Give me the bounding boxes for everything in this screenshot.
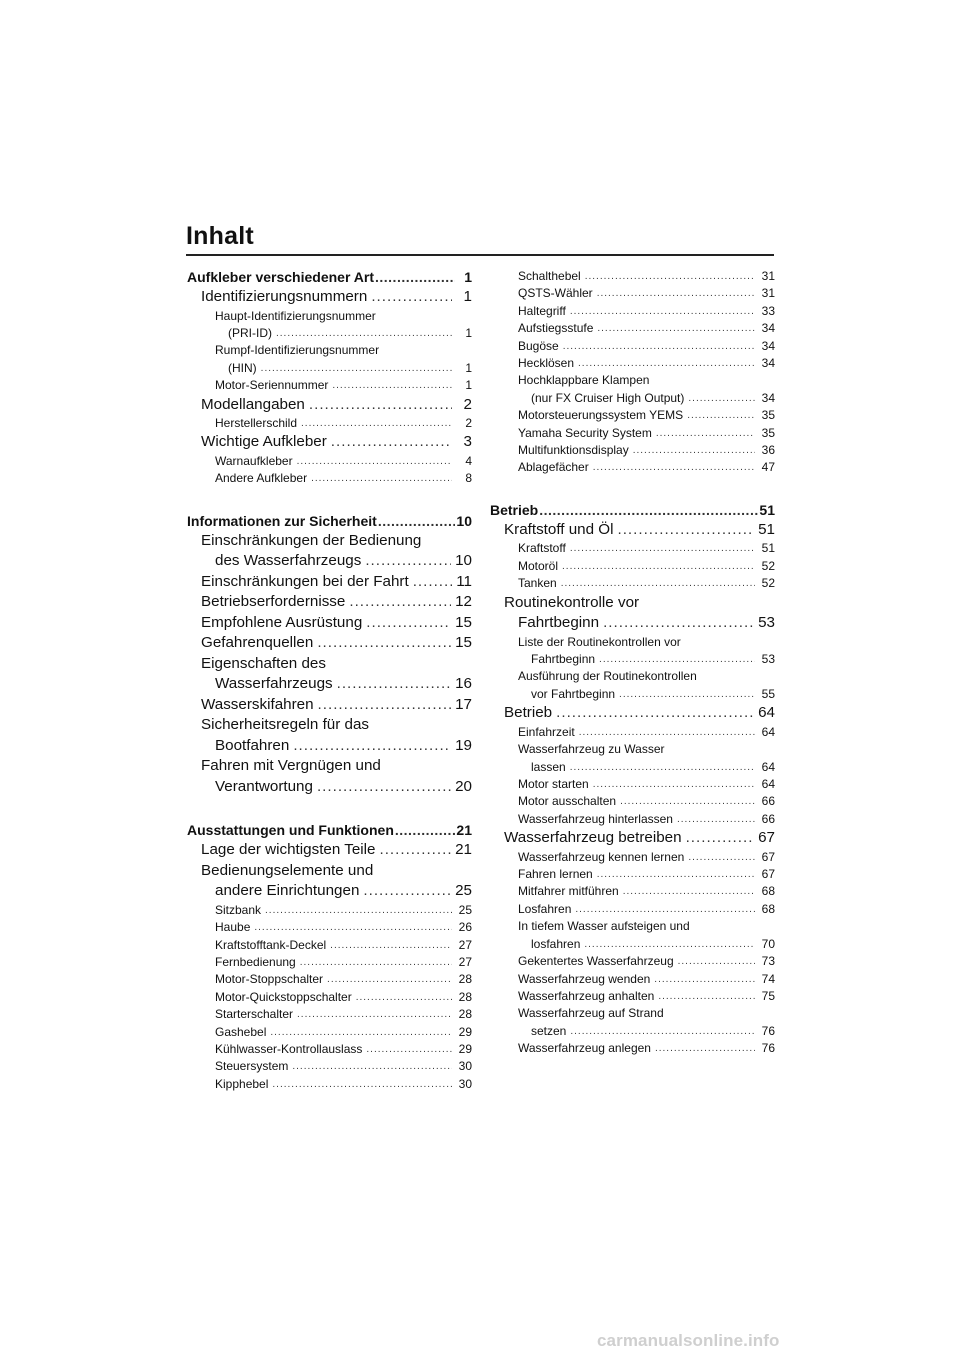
toc-subentry[interactable]: Kraftstoff ..... 51 <box>490 540 775 557</box>
toc-subentry[interactable]: Fernbedienung ..... 27 <box>187 954 472 971</box>
toc-entry[interactable]: Einschränkungen bei der Fahrt ..... 11 <box>187 572 472 593</box>
toc-subentry[interactable]: Haube ..... 26 <box>187 919 472 936</box>
toc-subentry[interactable]: Motorsteuerungssystem YEMS ..... 35 <box>490 407 775 424</box>
toc-subentry[interactable]: Warnaufkleber ..... 4 <box>187 453 472 470</box>
toc-subentry[interactable]: Sitzbank ..... 25 <box>187 902 472 919</box>
toc-subentry[interactable]: Motor starten ..... 64 <box>490 776 775 793</box>
toc-subentry[interactable]: (PRI-ID) ..... 1 <box>187 325 472 342</box>
toc-subentry[interactable]: Andere Aufkleber ..... 8 <box>187 470 472 487</box>
toc-subentry[interactable]: Motor-Quickstoppschalter ..... 28 <box>187 989 472 1006</box>
toc-subentry[interactable]: Fahrtbeginn ..... 53 <box>490 651 775 668</box>
toc-entry[interactable]: andere Einrichtungen ..... 25 <box>187 881 472 902</box>
toc-subentry[interactable]: Wasserfahrzeug anhalten ..... 75 <box>490 988 775 1005</box>
toc-subentry[interactable]: (HIN) ..... 1 <box>187 360 472 377</box>
toc-subentry[interactable]: Haltegriff ..... 33 <box>490 303 775 320</box>
toc-subentry[interactable]: Kühlwasser-Kontrollauslass ..... 29 <box>187 1041 472 1058</box>
toc-entry[interactable]: des Wasserfahrzeugs ..... 10 <box>187 551 472 572</box>
toc-entry[interactable]: Modellangaben ..... 2 <box>187 395 472 416</box>
watermark: carmanualsonline.info <box>597 1331 780 1350</box>
toc-subentry-line[interactable]: Wasserfahrzeug auf Strand <box>518 1006 664 1021</box>
toc-section[interactable]: Ausstattungen und Funktionen ..... 21 <box>187 821 472 840</box>
toc-subentry[interactable]: Multifunktionsdisplay ..... 36 <box>490 442 775 459</box>
toc-entry-line[interactable]: Sicherheitsregeln für das <box>201 716 369 734</box>
toc-subentry[interactable]: Herstellerschild ..... 2 <box>187 415 472 432</box>
toc-subentry[interactable]: Starterschalter ..... 28 <box>187 1006 472 1023</box>
toc-subentry-line[interactable]: In tiefem Wasser aufsteigen und <box>518 919 690 934</box>
toc-entry[interactable]: Bootfahren ..... 19 <box>187 736 472 757</box>
toc-entry-line[interactable]: Bedienungselemente und <box>201 861 374 879</box>
toc-subentry-line[interactable]: Liste der Routinekontrollen vor <box>518 634 681 649</box>
toc-subentry[interactable]: Motor-Stoppschalter ..... 28 <box>187 971 472 988</box>
toc-entry[interactable]: Fahrtbeginn ..... 53 <box>490 613 775 634</box>
toc-entry[interactable]: Empfohlene Ausrüstung ..... 15 <box>187 613 472 634</box>
toc-subentry[interactable]: Motor ausschalten ..... 66 <box>490 793 775 810</box>
toc-subentry[interactable]: Wasserfahrzeug anlegen ..... 76 <box>490 1040 775 1057</box>
toc-entry[interactable]: Identifizierungsnummern ..... 1 <box>187 287 472 308</box>
toc-entry[interactable]: Wasserfahrzeug betreiben ..... 67 <box>490 828 775 849</box>
toc-entry-line[interactable]: Eigenschaften des <box>201 654 326 672</box>
toc-section[interactable]: Informationen zur Sicherheit ..... 10 <box>187 512 472 531</box>
toc-entry[interactable]: Gefahrenquellen ..... 15 <box>187 633 472 654</box>
toc-entry[interactable]: Betrieb ..... 64 <box>490 703 775 724</box>
toc-subentry[interactable]: setzen ..... 76 <box>490 1023 775 1040</box>
toc-column-left <box>187 268 472 1093</box>
toc-subentry[interactable]: Tanken ..... 52 <box>490 575 775 592</box>
toc-subentry[interactable]: Schalthebel ..... 31 <box>490 268 775 285</box>
toc-subentry[interactable]: Fahren lernen ..... 67 <box>490 866 775 883</box>
toc-entry-line[interactable]: Routinekontrolle vor <box>504 593 640 611</box>
toc-subentry[interactable]: losfahren ..... 70 <box>490 936 775 953</box>
toc-subentry[interactable]: lassen ..... 64 <box>490 759 775 776</box>
toc-entry[interactable]: Verantwortung ..... 20 <box>187 777 472 798</box>
toc-subentry[interactable]: Einfahrzeit ..... 64 <box>490 724 775 741</box>
toc-subentry[interactable]: Mitfahrer mitführen ..... 68 <box>490 883 775 900</box>
toc-section[interactable]: Betrieb ..... 51 <box>490 501 775 520</box>
toc-subentry[interactable]: Losfahren ..... 68 <box>490 901 775 918</box>
toc-entry[interactable]: Wichtige Aufkleber ..... 3 <box>187 432 472 453</box>
toc-entry-line[interactable]: Einschränkungen der Bedienung <box>201 531 422 549</box>
toc-subentry[interactable]: Motoröl ..... 52 <box>490 558 775 575</box>
toc-subentry[interactable]: Wasserfahrzeug wenden ..... 74 <box>490 971 775 988</box>
title-rule <box>186 254 774 256</box>
toc-entry[interactable]: Kraftstoff und Öl ..... 51 <box>490 520 775 541</box>
toc-subentry[interactable]: Wasserfahrzeug hinterlassen ..... 66 <box>490 811 775 828</box>
page-title: Inhalt <box>186 222 254 250</box>
toc-subentry-line[interactable]: Haupt-Identifizierungsnummer <box>215 308 376 323</box>
toc-subentry[interactable]: (nur FX Cruiser High Output) ..... 34 <box>490 390 775 407</box>
toc-column-right <box>490 268 775 1058</box>
toc-subentry[interactable]: Bugöse ..... 34 <box>490 338 775 355</box>
toc-subentry[interactable]: Aufstiegsstufe ..... 34 <box>490 320 775 337</box>
toc-subentry[interactable]: Hecklösen ..... 34 <box>490 355 775 372</box>
toc-entry[interactable]: Betriebserfordernisse ..... 12 <box>187 592 472 613</box>
toc-subentry[interactable]: Ablagefächer ..... 47 <box>490 459 775 476</box>
toc-subentry[interactable]: Gekentertes Wasserfahrzeug ..... 73 <box>490 953 775 970</box>
toc-section[interactable]: Aufkleber verschiedener Art ..... 1 <box>187 268 472 287</box>
toc-subentry-line[interactable]: Ausführung der Routinekontrollen <box>518 669 697 684</box>
toc-subentry[interactable]: Steuersystem ..... 30 <box>187 1058 472 1075</box>
toc-entry[interactable]: Lage der wichtigsten Teile ..... 21 <box>187 840 472 861</box>
toc-subentry[interactable]: Kraftstofftank-Deckel ..... 27 <box>187 937 472 954</box>
toc-entry[interactable]: Wasserskifahren ..... 17 <box>187 695 472 716</box>
toc-subentry[interactable]: Motor-Seriennummer ..... 1 <box>187 377 472 394</box>
toc-subentry[interactable]: vor Fahrtbeginn ..... 55 <box>490 686 775 703</box>
toc-subentry[interactable]: Wasserfahrzeug kennen lernen ..... 67 <box>490 849 775 866</box>
toc-entry[interactable]: Wasserfahrzeugs ..... 16 <box>187 674 472 695</box>
toc-entry-line[interactable]: Fahren mit Vergnügen und <box>201 757 381 775</box>
toc-subentry-line[interactable]: Wasserfahrzeug zu Wasser <box>518 742 665 757</box>
toc-subentry[interactable]: QSTS-Wähler ..... 31 <box>490 285 775 302</box>
toc-subentry[interactable]: Gashebel ..... 29 <box>187 1024 472 1041</box>
toc-subentry[interactable]: Kipphebel ..... 30 <box>187 1076 472 1093</box>
toc-subentry-line[interactable]: Hochklappbare Klampen <box>518 373 650 388</box>
toc-subentry-line[interactable]: Rumpf-Identifizierungsnummer <box>215 343 380 358</box>
toc-subentry[interactable]: Yamaha Security System ..... 35 <box>490 425 775 442</box>
